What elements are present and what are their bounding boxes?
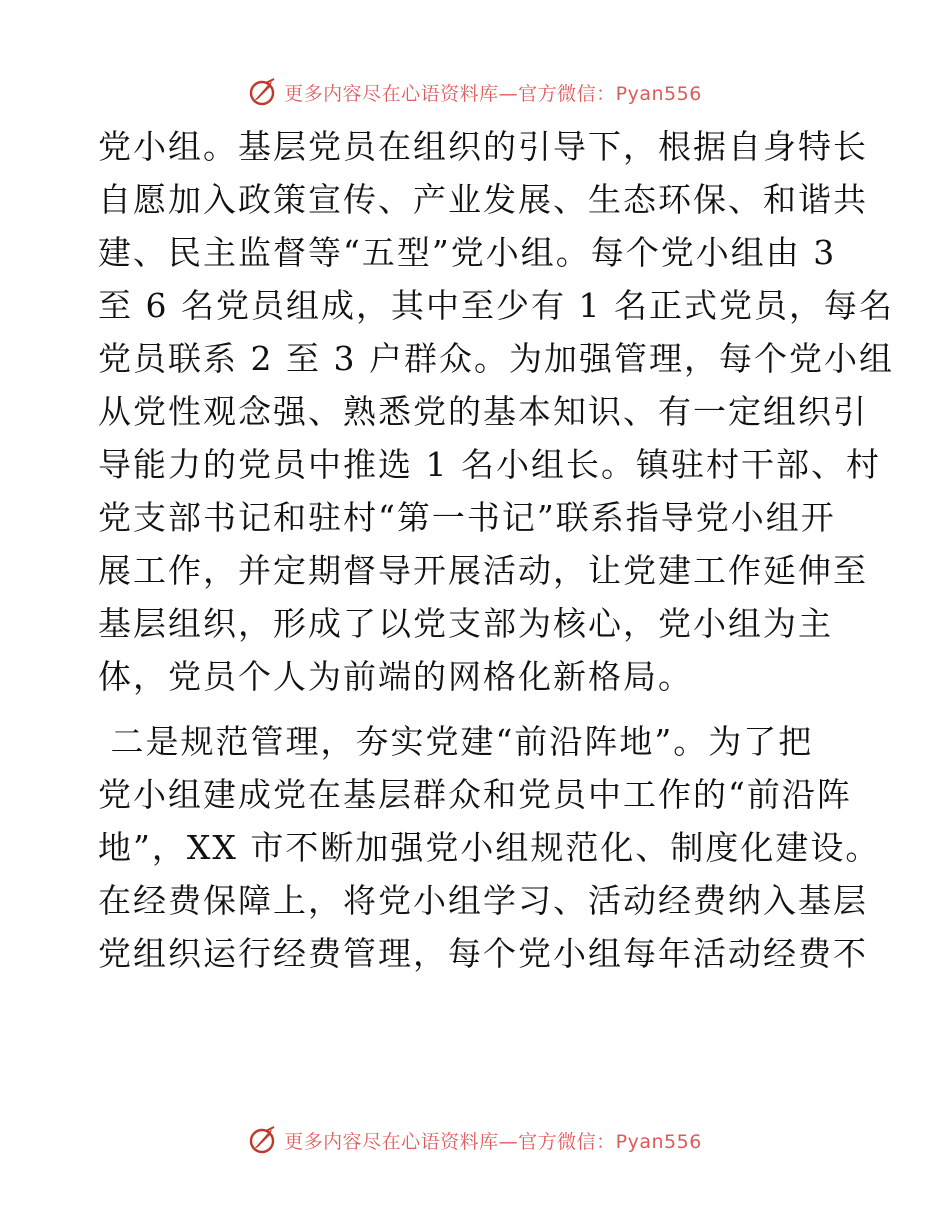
text-line: 从党性观念强、熟悉党的基本知识、有一定组织引 (98, 392, 868, 431)
quill-pen-logo-icon (248, 1125, 278, 1155)
footer-banner (0, 1120, 950, 1160)
text-line: 在经费保障上，将党小组学习、活动经费纳入基层 (98, 881, 868, 920)
paragraph-spacer (98, 703, 850, 715)
header-banner-text: 更多内容尽在心语资料库—官方微信：Pyan556 (284, 82, 702, 105)
text-line: 导能力的党员中推选 1 名小组长。镇驻村干部、村 (98, 445, 881, 484)
paragraph-2 (98, 715, 881, 980)
text-line: 党小组建成党在基层群众和党员中工作的“前沿阵 (98, 775, 852, 814)
paragraph-1 (98, 120, 894, 703)
text-line: 地”，XX 市不断加强党小组规范化、制度化建设。 (98, 828, 881, 867)
text-line: 至 6 名党员组成，其中至少有 1 名正式党员，每名 (98, 286, 894, 325)
text-line: 展工作，并定期督导开展活动，让党建工作延伸至 (98, 551, 868, 590)
text-line: 基层组织，形成了以党支部为核心，党小组为主 (98, 604, 833, 643)
text-line: 二是规范管理，夯实党建“前沿阵地”。为了把 (98, 722, 814, 761)
text-line: 党小组。基层党员在组织的引导下，根据自身特长 (98, 127, 868, 166)
text-line: 党员联系 2 至 3 户群众。为加强管理，每个党小组 (98, 339, 894, 378)
document-body (98, 120, 894, 980)
text-line: 体，党员个人为前端的网格化新格局。 (98, 657, 693, 696)
quill-pen-logo-icon (248, 77, 278, 107)
header-banner (0, 72, 950, 112)
text-line: 党支部书记和驻村“第一书记”联系指导党小组开 (98, 498, 836, 537)
text-line: 建、民主监督等“五型”党小组。每个党小组由 3 (98, 233, 837, 272)
footer-banner-text: 更多内容尽在心语资料库—官方微信：Pyan556 (284, 1130, 702, 1153)
text-line: 自愿加入政策宣传、产业发展、生态环保、和谐共 (98, 180, 868, 219)
text-line: 党组织运行经费管理，每个党小组每年活动经费不 (98, 934, 868, 973)
